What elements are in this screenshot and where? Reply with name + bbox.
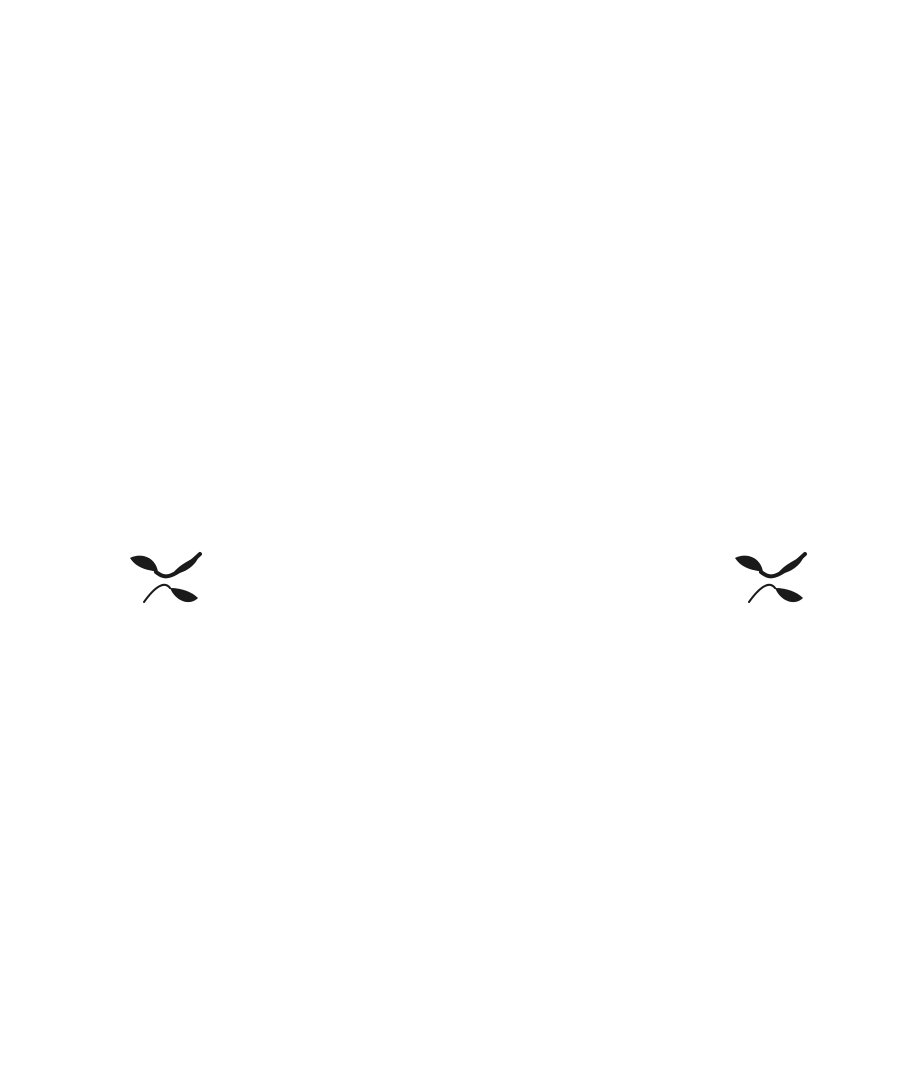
right-fleuron-icon — [731, 548, 809, 606]
poem-text — [254, 150, 694, 162]
left-fleuron-icon — [126, 548, 204, 606]
